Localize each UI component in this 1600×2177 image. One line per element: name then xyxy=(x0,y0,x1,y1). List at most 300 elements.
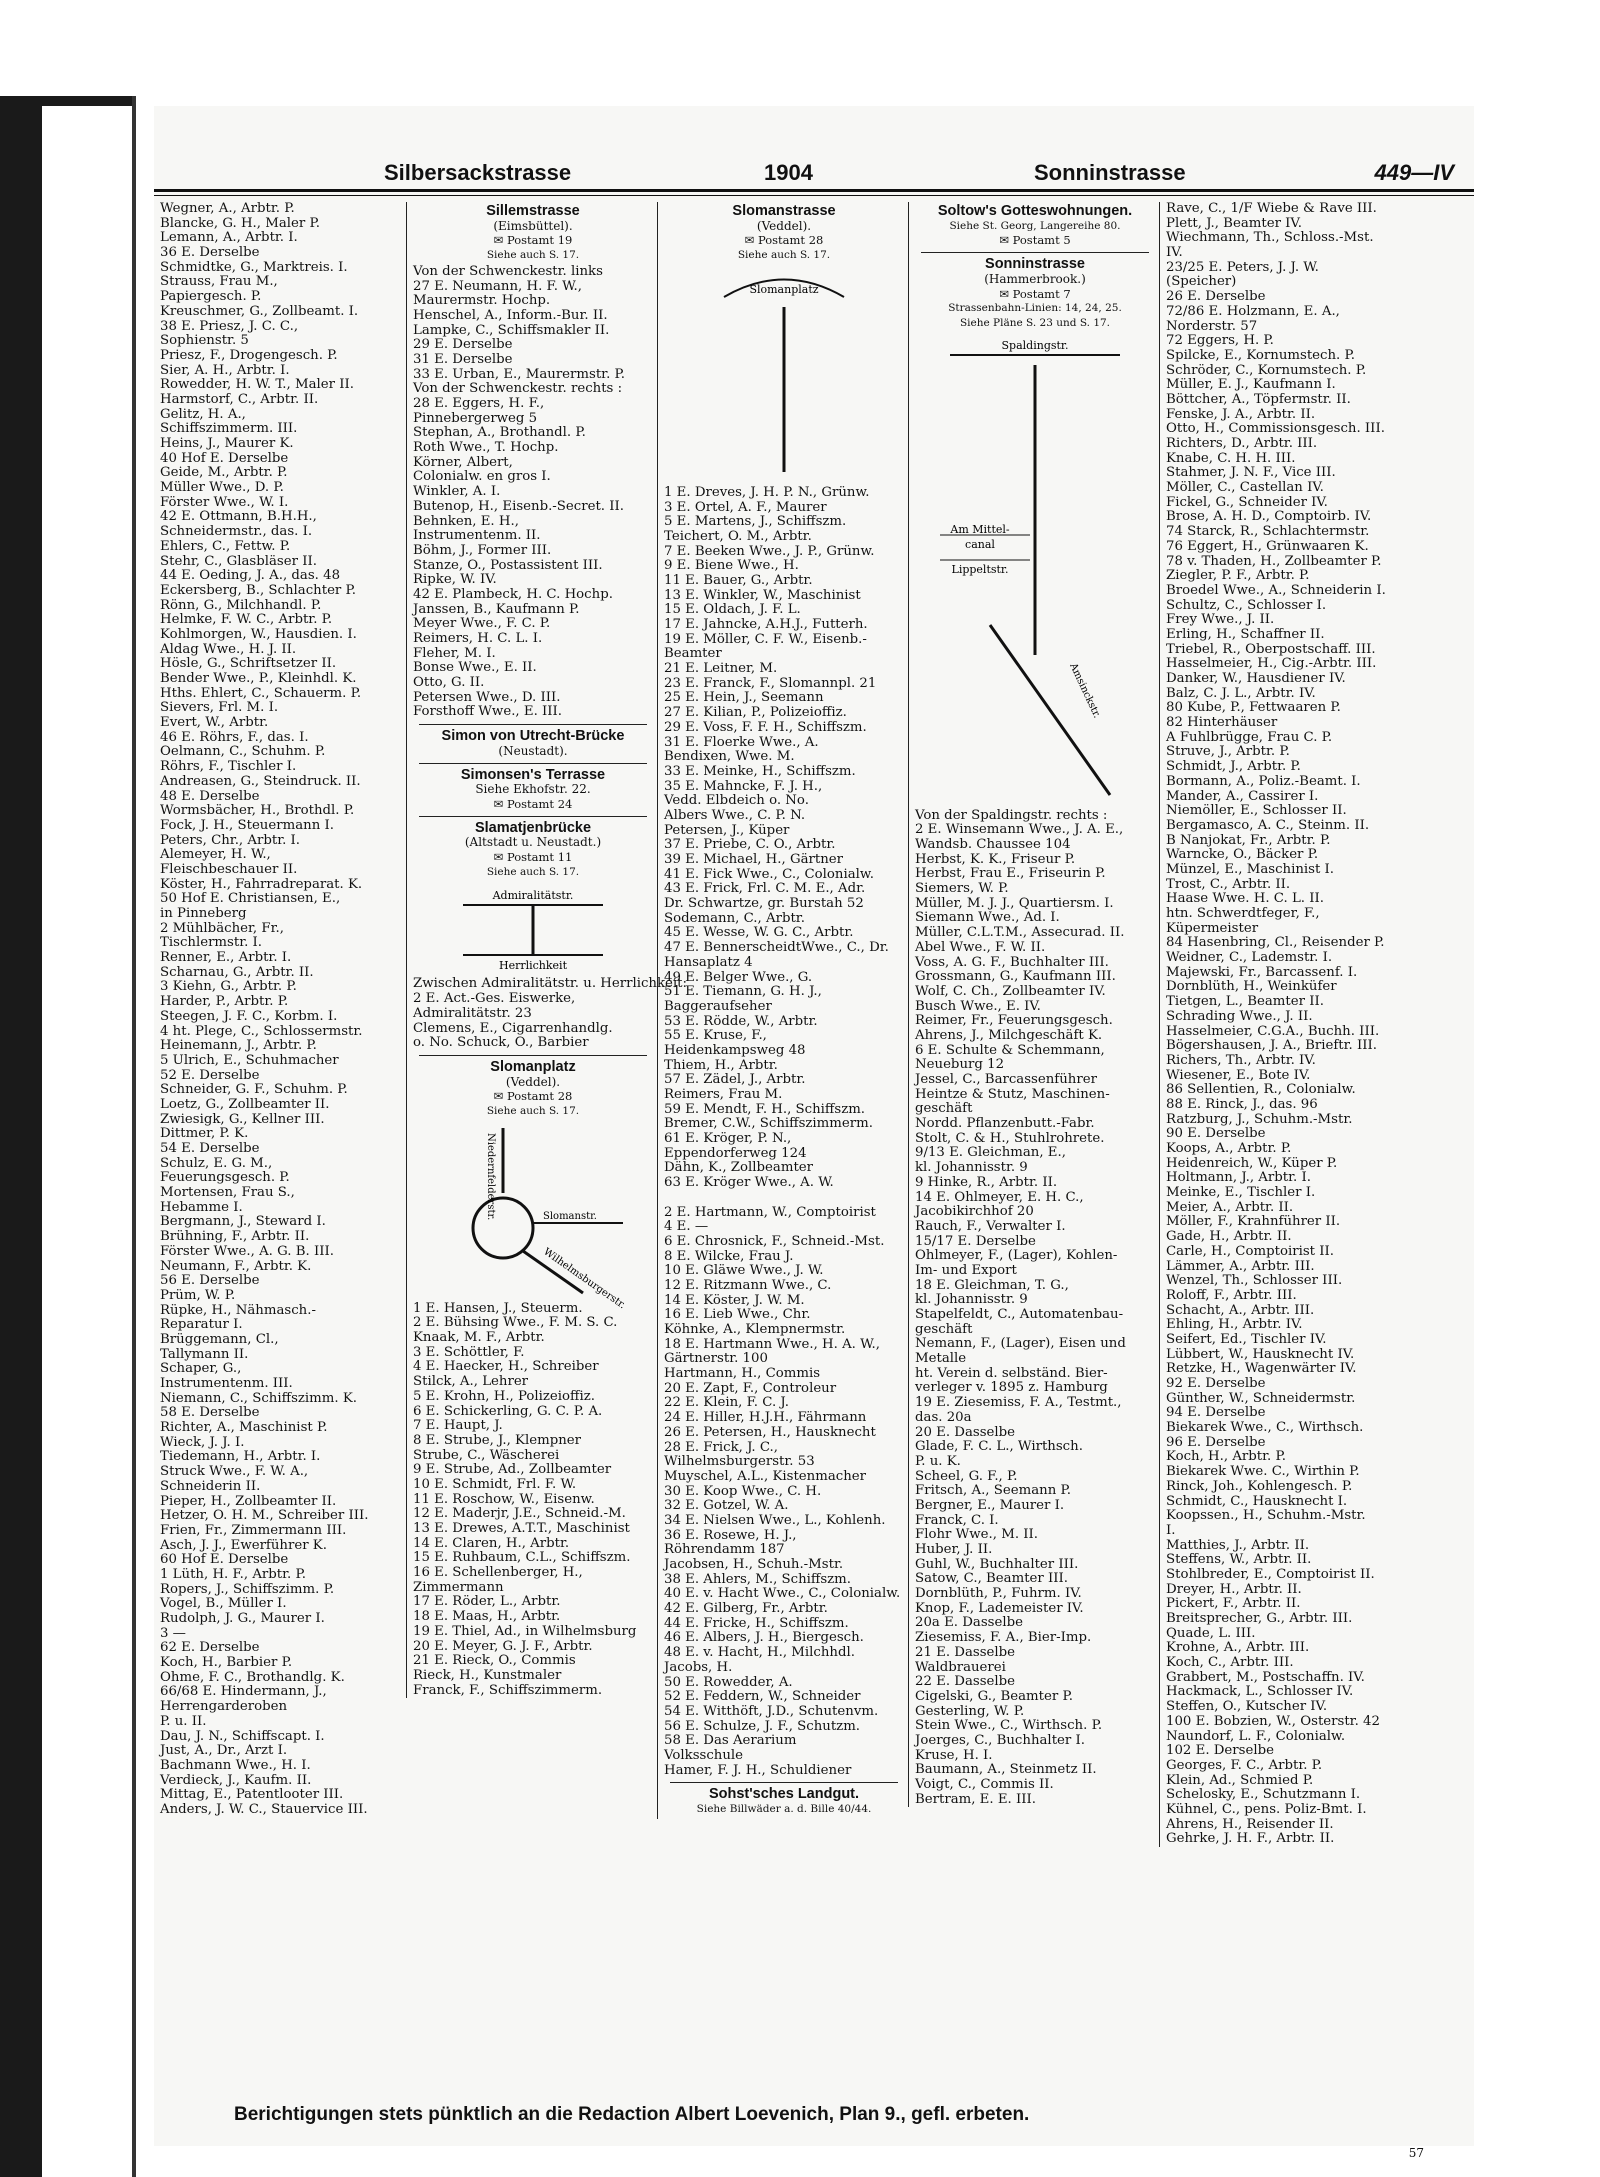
directory-entry: Pieper, H., Zollbeamter II. xyxy=(160,1493,337,1509)
directory-entry: 10 E. Gläwe Wwe., J. W. xyxy=(664,1263,824,1279)
directory-entry: 4 E. Haecker, H., Schreiber xyxy=(413,1359,599,1375)
directory-entry: 13 E. Drewes, A.T.T., Maschinist xyxy=(413,1521,630,1537)
directory-entry: 7 E. Beeken Wwe., J. P., Grünw. xyxy=(664,543,875,559)
directory-entry: Hebamme I. xyxy=(160,1199,243,1215)
directory-entry: 33 E. Urban, E., Maurermstr. P. xyxy=(413,366,626,382)
directory-entry: 35 E. Mahncke, F. J. H., xyxy=(664,778,823,794)
directory-entry: ht. Verein d. selbständ. Bier- xyxy=(915,1365,1108,1381)
column-5 xyxy=(1159,202,1396,1847)
directory-entry: Stanze, O., Postassistent III. xyxy=(413,557,603,573)
directory-entry: 6 E. Schulte & Schemmann, xyxy=(915,1042,1105,1058)
directory-entry: 3 — xyxy=(160,1625,186,1641)
directory-entry: 1 Lüth, H. F., Arbtr. P. xyxy=(160,1566,306,1582)
directory-entry: 26 E. Petersen, H., Hausknecht xyxy=(664,1424,876,1440)
directory-entry: 50 E. Rowedder, A. xyxy=(664,1674,793,1690)
directory-entry: Quade, L. III. xyxy=(1166,1625,1256,1641)
directory-entry: Ziegler, P. F., Arbtr. P. xyxy=(1166,568,1310,584)
directory-entry: Dähn, K., Zollbeamter xyxy=(664,1160,814,1176)
directory-entry: 46 E. Röhrs, F., das. I. xyxy=(160,729,309,745)
directory-entry: Seifert, Ed., Tischler IV. xyxy=(1166,1331,1327,1347)
directory-entry: Bögershausen, J. A., Brieftr. III. xyxy=(1166,1038,1377,1054)
directory-entry: Heidenreich, W., Küper P. xyxy=(1166,1155,1338,1171)
directory-entry: Richers, Th., Arbtr. IV. xyxy=(1166,1052,1316,1068)
directory-entry: Krohne, A., Arbtr. III. xyxy=(1166,1640,1310,1656)
directory-entry: Ratzburg, J., Schuhm.-Mstr. xyxy=(1166,1111,1353,1127)
directory-entry: Loetz, G., Zollbeamter II. xyxy=(160,1096,330,1112)
directory-entry: Harder, P., Arbtr. P. xyxy=(160,994,289,1010)
directory-entry: Kohlmorgen, W., Hausdien. I. xyxy=(160,626,357,642)
directory-entry: A Fuhlbrügge, Frau C. P. xyxy=(1166,729,1333,745)
directory-entry: Waldbrauerei xyxy=(915,1659,1006,1675)
directory-entry: Siemers, W. P. xyxy=(915,881,1009,897)
directory-entry: Röhrs, F., Tischler I. xyxy=(160,759,297,775)
directory-entry: Winkler, A. I. xyxy=(413,484,501,500)
directory-entry: 94 E. Derselbe xyxy=(1166,1405,1266,1421)
directory-entry: Hartmann, H., Commis xyxy=(664,1366,821,1382)
directory-entry: Ripke, W. IV. xyxy=(413,572,497,588)
directory-entry: Heinemann, J., Arbtr. P. xyxy=(160,1038,317,1054)
diagram-label-am-mittelcanal: Am Mittel- xyxy=(950,522,1010,536)
directory-entry: Voigt, C., Commis II. xyxy=(915,1777,1054,1792)
directory-entry: 49 E. Belger Wwe., G. xyxy=(664,969,813,985)
header-rule-thick xyxy=(154,189,1474,192)
directory-entry: 53 E. Rödde, W., Arbtr. xyxy=(664,1013,818,1029)
directory-entry: Wormsbächer, H., Brothdl. P. xyxy=(160,803,355,819)
directory-entry: kl. Johannisstr. 9 xyxy=(915,1292,1028,1308)
directory-entry: Papiergesch. P. xyxy=(160,289,262,305)
directory-entry: Norderstr. 57 xyxy=(1166,318,1258,334)
postamt-icon: ✉ xyxy=(493,233,507,248)
directory-entry: Lampke, C., Schiffsmakler II. xyxy=(413,322,610,338)
directory-entry: 86 Sellentien, R., Colonialw. xyxy=(1166,1082,1356,1098)
directory-entry: Kreuschmer, G., Zollbeamt. I. xyxy=(160,303,359,319)
directory-entry: Priesz, F., Drogengesch. P. xyxy=(160,347,338,363)
directory-entry: in Pinneberg xyxy=(160,906,247,921)
directory-entry: 96 E. Derselbe xyxy=(1166,1434,1266,1450)
directory-entry: Kruse, H. I. xyxy=(915,1747,993,1763)
directory-entry: Stolt, C. & H., Stuhlrohrete. xyxy=(915,1130,1105,1146)
header-year: 1904 xyxy=(764,160,813,185)
directory-entry: Dornblüth, P., Fuhrm. IV. xyxy=(915,1586,1082,1602)
directory-entry: Jacobikirchhof 20 xyxy=(915,1204,1034,1220)
directory-entry: Roth Wwe., T. Hochp. xyxy=(413,440,559,456)
directory-entry: B Nanjokat, Fr., Arbtr. P. xyxy=(1166,832,1331,848)
directory-entry: 1 E. Dreves, J. H. P. N., Grünw. xyxy=(664,484,870,500)
column-4 xyxy=(908,202,1155,1807)
directory-entry: Joerges, C., Buchhalter I. xyxy=(915,1732,1085,1748)
directory-entry: Steegen, J. F. C., Korbm. I. xyxy=(160,1008,338,1024)
directory-entry: Sodemann, C., Arbtr. xyxy=(664,910,805,926)
diagram-label-herrlichkeit: Herrlichkeit xyxy=(498,959,568,973)
directory-entry: 40 E. v. Hacht Wwe., C., Colonialw. xyxy=(664,1586,901,1602)
directory-entry: 3 E. Ortel, A. F., Maurer xyxy=(664,499,827,515)
directory-entry: Münzel, E., Maschinist I. xyxy=(1166,861,1335,877)
street-heading-sonninstrasse: Sonninstrasse (Hammerbrook.) ✉ Postamt 7 Strassenbahn-Linien: 14, 24, 25. Siehe Pläne S. 23 und S. 17. xyxy=(948,256,1122,329)
directory-entry: 14 E. Köster, J. W. M. xyxy=(664,1292,805,1308)
directory-entry: Von der Schwenckestr. links xyxy=(413,263,603,279)
directory-entry: das. 20a xyxy=(915,1409,972,1425)
directory-entry: 15 E. Oldach, J. F. L. xyxy=(664,602,801,618)
scan-border-top xyxy=(0,96,136,106)
street-heading-soltows-gotteswohnungen: Soltow's Gotteswohnungen. Siehe St. Georg, Langereihe 80. ✉ Postamt 5 xyxy=(937,203,1133,248)
directory-entry: Otto, H., Commissionsgesch. III. xyxy=(1166,421,1385,437)
directory-entry: 40 Hof E. Derselbe xyxy=(160,450,289,466)
directory-entry: Roloff, F., Arbtr. III. xyxy=(1166,1287,1297,1303)
directory-entry: Wenzel, Th., Schlosser III. xyxy=(1166,1273,1343,1289)
directory-entry: 2 E. Winsemann Wwe., J. A. E., xyxy=(915,822,1124,838)
directory-entry: Im- und Export xyxy=(915,1262,1017,1278)
directory-entry: Cigelski, G., Beamter P. xyxy=(915,1688,1073,1704)
directory-entry: 48 E. v. Hacht, H., Milchhdl. xyxy=(664,1645,855,1661)
directory-entry: Stein Wwe., C., Wirthsch. P. xyxy=(915,1718,1103,1734)
directory-entry: Colonialw. en gros I. xyxy=(413,469,551,485)
directory-entry: Brüggemann, Cl., xyxy=(160,1331,279,1347)
directory-entry: Bormann, A., Poliz.-Beamt. I. xyxy=(1166,773,1361,789)
directory-entry: Holtmann, J., Arbtr. I. xyxy=(1166,1170,1311,1186)
diagram-label-lippeltstr: Lippeltstr. xyxy=(951,562,1009,576)
directory-entry: 9 E. Strube, Ad., Zollbeamter xyxy=(413,1462,612,1478)
directory-entry: Von der Schwenckestr. rechts : xyxy=(413,381,623,397)
directory-entry: Förster Wwe., W. I. xyxy=(160,494,289,510)
directory-entry: 9/13 E. Gleichman, E., xyxy=(915,1145,1066,1161)
directory-entry: Voss, A. G. F., Buchhalter III. xyxy=(915,954,1109,970)
directory-entry: Fritsch, A., Seemann P. xyxy=(915,1483,1071,1499)
directory-entry: Sophienstr. 5 xyxy=(160,333,249,349)
directory-entry: Haase Wwe. H. C. L. II. xyxy=(1166,891,1324,907)
header-page-number: 449—IV xyxy=(1374,160,1454,185)
directory-entry: Grossmann, G., Kaufmann III. xyxy=(915,969,1116,985)
street-heading-slomanplatz: Slomanplatz (Veddel). ✉ Postamt 28 Siehe auch S. 17. xyxy=(486,1058,580,1117)
entries-sonninstrasse xyxy=(915,809,1155,1808)
directory-entry: 74 Starck, R., Schlachtermstr. xyxy=(1166,524,1370,540)
sheet-number: 57 xyxy=(1408,2146,1424,2160)
directory-entry: Asch, J. J., Ewerführer K. xyxy=(160,1537,327,1553)
directory-entry: Böhm, J., Former III. xyxy=(413,542,552,558)
directory-entry: Franck, C. I. xyxy=(915,1512,999,1528)
directory-entry: Georges, F. C., Arbtr. P. xyxy=(1166,1757,1323,1773)
directory-entry: Bachmann Wwe., H. I. xyxy=(160,1757,311,1773)
directory-entry: Nemann, F., (Lager), Eisen und xyxy=(915,1336,1126,1352)
directory-entry: Steffen, O., Kutscher IV. xyxy=(1166,1699,1328,1715)
directory-entry: 47 E. BennerscheidtWwe., C., Dr. xyxy=(664,940,889,956)
directory-entry: Rieck, H., Kunstmaler xyxy=(413,1667,562,1683)
directory-entry: Ehlers, C., Fettw. P. xyxy=(160,538,291,554)
directory-entry: 42 E. Ottmann, B.H.H., xyxy=(160,509,317,525)
directory-entry: Koopssen., H., Schuhm.-Mstr. xyxy=(1166,1508,1366,1524)
directory-entry: 36 E. Rosewe, H. J., xyxy=(664,1527,797,1543)
directory-entry: Schultz, C., Schlosser I. xyxy=(1166,597,1327,613)
directory-entry: 38 E. Ahlers, M., Schiffszm. xyxy=(664,1571,852,1587)
directory-entry: 61 E. Kröger, P. N., xyxy=(664,1131,792,1147)
directory-entry: Dau, J. N., Schiffscapt. I. xyxy=(160,1728,325,1744)
street-heading-sillemstrasse: Sillemstrasse (Eimsbüttel). ✉ Postamt 19 Siehe auch S. 17. xyxy=(486,203,580,262)
postamt-icon: ✉ xyxy=(999,233,1013,248)
directory-entry: Vogel, B., Müller I. xyxy=(160,1596,287,1612)
directory-entry: Albers Wwe., C. P. N. xyxy=(664,807,806,823)
directory-entry: Kühnel, C., pens. Poliz-Bmt. I. xyxy=(1166,1801,1367,1817)
directory-entry: Röhrendamm 187 xyxy=(664,1542,785,1558)
directory-entry: 20 E. Meyer, G. J. F., Arbtr. xyxy=(413,1638,593,1654)
directory-entry: 22 E. Dasselbe xyxy=(915,1674,1016,1690)
directory-entry: Stilck, A., Lehrer xyxy=(413,1374,529,1390)
directory-entry: Küpermeister xyxy=(1166,920,1259,936)
directory-entry: Clemens, E., Cigarrenhandlg. xyxy=(413,1020,613,1036)
directory-entry: 1 E. Hansen, J., Steuerm. xyxy=(413,1300,583,1316)
directory-entry: Zwischen Admiralitätstr. u. Herrlichkeit: xyxy=(413,976,687,992)
directory-entry: Reparatur I. xyxy=(160,1317,243,1333)
directory-entry: 12 E. Ritzmann Wwe., C. xyxy=(664,1277,832,1293)
directory-entry: Herbst, K. K., Friseur P. xyxy=(915,851,1076,867)
directory-entry: 8 E. Wilcke, Frau J. xyxy=(664,1248,794,1264)
directory-entry: 42 E. Plambeck, H. C. Hochp. xyxy=(413,586,613,602)
directory-entry: Instrumentenm. III. xyxy=(160,1376,293,1391)
directory-entry: 43 E. Frick, Frl. C. M. E., Adr. xyxy=(664,881,866,897)
directory-entry: 100 E. Bobzien, W., Osterstr. 42 xyxy=(1166,1713,1380,1729)
directory-entry: Fock, J. H., Steuermann I. xyxy=(160,817,334,833)
directory-entry: 56 E. Schulze, J. F., Schutzm. xyxy=(664,1718,861,1734)
directory-entry: Majewski, Fr., Barcassenf. I. xyxy=(1166,964,1358,980)
directory-entry: Heins, J., Maurer K. xyxy=(160,436,294,451)
directory-entry: 14 E. Claren, H., Arbtr. xyxy=(413,1535,570,1551)
directory-entry: 23/25 E. Peters, J. J. W. xyxy=(1166,259,1319,275)
directory-entry: 57 E. Zädel, J., Arbtr. xyxy=(664,1072,806,1088)
directory-entry: Wilhelmsburgerstr. 53 xyxy=(664,1454,815,1470)
directory-entry: Richter, A., Maschinist P. xyxy=(160,1420,328,1436)
directory-entry: Ohlmeyer, F., (Lager), Kohlen- xyxy=(915,1248,1118,1264)
directory-entry: o. No. Schuck, O., Barbier xyxy=(413,1035,589,1051)
directory-entry: Danker, W., Hausdiener IV. xyxy=(1166,671,1346,686)
directory-entry: Rauch, F., Verwalter I. xyxy=(915,1218,1066,1234)
diagram-label-amsinckstr: Amsinckstr. xyxy=(1067,661,1103,720)
directory-entry: Heintze & Stutz, Maschinen- xyxy=(915,1086,1110,1102)
directory-entry: 51 E. Tiemann, G. H. J., xyxy=(664,984,822,1000)
directory-entry: Fleher, M. I. xyxy=(413,645,496,661)
directory-entry: Matthies, J., Arbtr. II. xyxy=(1166,1537,1310,1553)
directory-entry: 12 E. Maderjr, J.E., Schneid.-M. xyxy=(413,1506,626,1522)
directory-entry: Bergamasco, A. C., Steinm. II. xyxy=(1166,817,1370,833)
directory-entry: Triebel, R., Oberpostschaff. III. xyxy=(1166,641,1376,657)
directory-entry: Schneiderin II. xyxy=(160,1478,261,1494)
directory-entry: 6 E. Chrosnick, F., Schneid.-Mst. xyxy=(664,1233,885,1249)
directory-entry: Reimers, Frau M. xyxy=(664,1087,783,1102)
directory-entry: Oelmann, C., Schuhm. P. xyxy=(160,744,326,760)
directory-entry: Wegner, A., Arbtr. P. xyxy=(160,201,295,216)
directory-entry: Stohlbreder, E., Comptoirist II. xyxy=(1166,1566,1375,1582)
diagram-label-canal: canal xyxy=(965,537,995,551)
street-diagram-sonninstrasse xyxy=(920,335,1150,805)
footer-notice: Berichtigungen stets pünktlich an die Redaction Albert Loevenich, Plan 9., gefl. erbeten. xyxy=(234,2104,1030,2125)
directory-entry: Brose, A. H. D., Comptoirb. IV. xyxy=(1166,509,1372,525)
directory-entry: Struck Wwe., F. W. A., xyxy=(160,1464,309,1480)
directory-entry: Scharnau, G., Arbtr. II. xyxy=(160,964,314,980)
street-heading-simonsens-terrasse: Simonsen's Terrasse Siehe Ekhofstr. 22. ✉ Postamt 24 xyxy=(460,766,606,811)
directory-entry: Peters, Chr., Arbtr. I. xyxy=(160,832,301,848)
directory-entry: kl. Johannisstr. 9 xyxy=(915,1160,1028,1176)
directory-entry: Eckersberg, B., Schlachter P. xyxy=(160,582,356,598)
postamt-icon: ✉ xyxy=(744,233,758,248)
directory-entry: Maurermstr. Hochp. xyxy=(413,293,551,309)
directory-entry: verleger v. 1895 z. Hamburg xyxy=(915,1380,1108,1396)
directory-entry: Schaper, G., xyxy=(160,1361,242,1377)
directory-entry: Herrengarderoben xyxy=(160,1699,288,1715)
directory-entry: Beamter xyxy=(664,646,722,662)
directory-entry: 102 E. Derselbe xyxy=(1166,1743,1274,1759)
directory-entry: Abel Wwe., F. W. II. xyxy=(915,939,1046,955)
column-1 xyxy=(160,202,400,1818)
directory-entry: Günther, W., Schneidermstr. xyxy=(1166,1390,1356,1406)
directory-entry: Ropers, J., Schiffszimm. P. xyxy=(160,1581,335,1597)
directory-entry: 20a E. Dasselbe xyxy=(915,1615,1023,1631)
directory-entry: Steffens, W., Arbtr. II. xyxy=(1166,1552,1312,1568)
directory-entry: Köhnke, A., Klempnermstr. xyxy=(664,1322,846,1337)
directory-entry: Ehling, H., Arbtr. IV. xyxy=(1166,1317,1303,1333)
directory-entry: Tietgen, L., Beamter II. xyxy=(1166,994,1324,1010)
directory-entry: Schneider, G. F., Schuhm. P. xyxy=(160,1082,348,1098)
directory-entry: Jacobs, H. xyxy=(664,1659,733,1675)
scan-border-left xyxy=(0,96,42,2177)
directory-entry: Rudolph, J. G., Maurer I. xyxy=(160,1611,325,1626)
directory-entry: Muyschel, A.L., Kistenmacher xyxy=(664,1468,866,1484)
directory-entry: Meyer Wwe., F. C. P. xyxy=(413,616,551,632)
directory-entry: Nordd. Pflanzenbutt.-Fabr. xyxy=(915,1116,1095,1132)
directory-entry: Sier, A. H., Arbtr. I. xyxy=(160,362,290,378)
directory-entry: Baggeraufseher xyxy=(664,998,772,1014)
directory-entry: (Speicher) xyxy=(1166,274,1237,290)
directory-entry: 4 ht. Plege, C., Schlossermstr. xyxy=(160,1023,363,1039)
directory-entry: 36 E. Derselbe xyxy=(160,245,260,261)
directory-entry: 66/68 E. Hindermann, J., xyxy=(160,1684,327,1700)
directory-entry: 20 E. Zapt, F., Controleur xyxy=(664,1380,837,1396)
directory-entry: 80 Kube, P., Fettwaaren P. xyxy=(1166,700,1341,716)
postamt-icon: ✉ xyxy=(999,286,1013,301)
street-heading-simon-utrecht: Simon von Utrecht-Brücke (Neustadt). xyxy=(441,728,625,758)
directory-entry: Harmstorf, C., Arbtr. II. xyxy=(160,391,319,407)
directory-entry: Schulz, E. G. M., xyxy=(160,1155,273,1171)
directory-entry: Tiedemann, H., Arbtr. I. xyxy=(160,1449,321,1465)
directory-entry: 41 E. Fick Wwe., C., Colonialw. xyxy=(664,866,874,882)
directory-entry: 72/86 E. Holzmann, E. A., xyxy=(1166,303,1340,319)
diagram-label-wilhelmsburgerstr: Wilhelmsburgerstr. xyxy=(541,1246,628,1312)
directory-entry: 76 Eggert, H., Grünwaaren K. xyxy=(1166,538,1369,554)
directory-entry: Schacht, A., Arbtr. III. xyxy=(1166,1302,1315,1318)
street-diagram-slomanstrasse xyxy=(684,267,884,482)
directory-entry: 9 Hinke, R., Arbtr. II. xyxy=(915,1174,1058,1190)
directory-entry: 54 E. Derselbe xyxy=(160,1141,260,1156)
directory-entry: Fickel, G., Schneider IV. xyxy=(1166,494,1328,510)
directory-entry: 27 E. Kilian, P., Polizeioffiz. xyxy=(664,705,847,721)
directory-entry: Neueburg 12 xyxy=(915,1057,1005,1073)
directory-entry: Knop, F., Lademeister IV. xyxy=(915,1600,1084,1616)
directory-entry: Alemeyer, H. W., xyxy=(160,847,271,863)
directory-entry: Fleischbeschauer II. xyxy=(160,861,298,877)
directory-entry: Rönn, G., Milchhandl. P. xyxy=(160,597,322,613)
directory-entry: 21 E. Leitner, M. xyxy=(664,661,778,677)
directory-entry: 42 E. Gilberg, Fr., Arbtr. xyxy=(664,1601,828,1617)
directory-entry: Otto, G. II. xyxy=(413,675,485,691)
directory-entry: Wiechmann, Th., Schloss.-Mst. xyxy=(1166,230,1374,246)
directory-entry: Hösle, G., Schriftsetzer II. xyxy=(160,656,337,672)
column-3 xyxy=(657,202,904,1819)
directory-entry: Struve, J., Arbtr. P. xyxy=(1166,744,1290,760)
directory-entry: Schmidtke, G., Marktreis. I. xyxy=(160,259,348,275)
directory-entry: 2 Mühlbächer, Fr., xyxy=(160,920,284,936)
directory-entry: 11 E. Roschow, W., Eisenw. xyxy=(413,1491,595,1507)
directory-entry: Bender Wwe., P., Kleinhdl. K. xyxy=(160,671,357,686)
directory-entry: 5 E. Krohn, H., Polizeioffiz. xyxy=(413,1388,595,1404)
directory-entry: Böttcher, A., Töpfermstr. II. xyxy=(1166,391,1351,407)
directory-entry: Möller, F., Krahnführer II. xyxy=(1166,1214,1341,1230)
directory-entry: 52 E. Derselbe xyxy=(160,1067,260,1083)
directory-entry: 38 E. Priesz, J. C. C., xyxy=(160,318,299,334)
directory-entry: 25 E. Hein, J., Seemann xyxy=(664,690,824,706)
directory-entry: Eppendorferweg 124 xyxy=(664,1145,807,1161)
directory-entry: 5 E. Martens, J., Schiffszm. xyxy=(664,514,847,530)
directory-entry: 13 E. Winkler, W., Maschinist xyxy=(664,587,861,603)
directory-entry: Feuerungsgesch. P. xyxy=(160,1170,290,1186)
directory-entry: Petersen Wwe., D. III. xyxy=(413,689,561,705)
directory-entry: 20 E. Dasselbe xyxy=(915,1424,1016,1440)
directory-entry: Schröder, C., Kornumstech. P. xyxy=(1166,362,1367,378)
directory-entry: Hansaplatz 4 xyxy=(664,954,753,970)
directory-entry: Lämmer, A., Arbtr. III. xyxy=(1166,1258,1315,1274)
directory-entry: Behnken, E. H., xyxy=(413,513,519,529)
directory-entry: Wieck, J. J. I. xyxy=(160,1434,245,1450)
directory-entry: Rinck, Joh., Kohlengesch. P. xyxy=(1166,1478,1353,1494)
directory-entry: Strube, C., Wäscherei xyxy=(413,1447,560,1463)
directory-entry: Schelosky, E., Schutzmann I. xyxy=(1166,1787,1361,1803)
directory-entry: Niemann, C., Schiffszimm. K. xyxy=(160,1390,357,1406)
diagram-label-niedernfelderstr: Niedernfelderstr. xyxy=(485,1132,496,1221)
directory-entry: 48 E. Derselbe xyxy=(160,788,260,804)
directory-entry: 88 E. Rinck, J., das. 96 xyxy=(1166,1096,1318,1112)
directory-entry: Gelitz, H. A., xyxy=(160,406,246,422)
directory-entry: 56 E. Derselbe xyxy=(160,1273,260,1289)
directory-entry: Schrading Wwe., J. II. xyxy=(1166,1008,1313,1024)
directory-entry: Aldag Wwe., H. J. II. xyxy=(160,641,297,657)
directory-entry: Richters, D., Arbtr. III. xyxy=(1166,436,1318,451)
directory-entry: 84 Hasenbring, Cl., Reisender P. xyxy=(1166,935,1385,951)
directory-entry: 29 E. Derselbe xyxy=(413,337,513,353)
directory-entry: Carle, H., Comptoirist II. xyxy=(1166,1243,1334,1259)
directory-entry: 32 E. Gotzel, W. A. xyxy=(664,1498,789,1514)
directory-entry: Rowedder, H. W. T., Maler II. xyxy=(160,377,354,393)
directory-entry: IV. xyxy=(1166,245,1183,261)
directory-entry: 17 E. Jahncke, A.H.J., Futterh. xyxy=(664,617,868,632)
postamt-icon: ✉ xyxy=(493,850,507,865)
directory-entry: Satow, C., Beamter III. xyxy=(915,1571,1068,1587)
directory-entry: 50 Hof E. Christiansen, E., xyxy=(160,891,341,907)
street-heading-slomanstrasse: Slomanstrasse (Veddel). ✉ Postamt 28 Siehe auch S. 17. xyxy=(732,203,836,262)
directory-entry: geschäft xyxy=(915,1321,973,1337)
directory-entry: Müller, C.L.T.M., Assecurad. II. xyxy=(915,925,1125,941)
directory-entry: Busch Wwe., E. IV. xyxy=(915,998,1041,1014)
directory-entry: Sievers, Frl. M. I. xyxy=(160,700,279,716)
directory-entry: 46 E. Albers, J. H., Biergesch. xyxy=(664,1630,864,1646)
directory-entry: Möller, C., Castellan IV. xyxy=(1166,480,1324,496)
directory-entry: Klein, Ad., Schmied P. xyxy=(1166,1772,1314,1788)
header-rule-thin xyxy=(154,195,1474,196)
directory-entry: 19 E. Möller, C. F. W., Eisenb.- xyxy=(664,631,867,647)
directory-entry: Anders, J. W. C., Stauervice III. xyxy=(160,1801,368,1817)
directory-entry: 60 Hof E. Derselbe xyxy=(160,1552,289,1568)
directory-entry: Volksschule xyxy=(664,1747,744,1763)
directory-entry: 18 E. Gleichman, T. G., xyxy=(915,1277,1069,1293)
directory-entry: Glade, F. C. L., Wirthsch. xyxy=(915,1439,1083,1455)
directory-entry: Trost, C., Arbtr. II. xyxy=(1166,876,1291,892)
directory-entry: 2 E. Act.-Ges. Eiswerke, xyxy=(413,991,576,1007)
directory-entry: Schneidermstr., das. I. xyxy=(160,524,313,540)
directory-entry: Brühning, F., Arbtr. II. xyxy=(160,1229,310,1245)
